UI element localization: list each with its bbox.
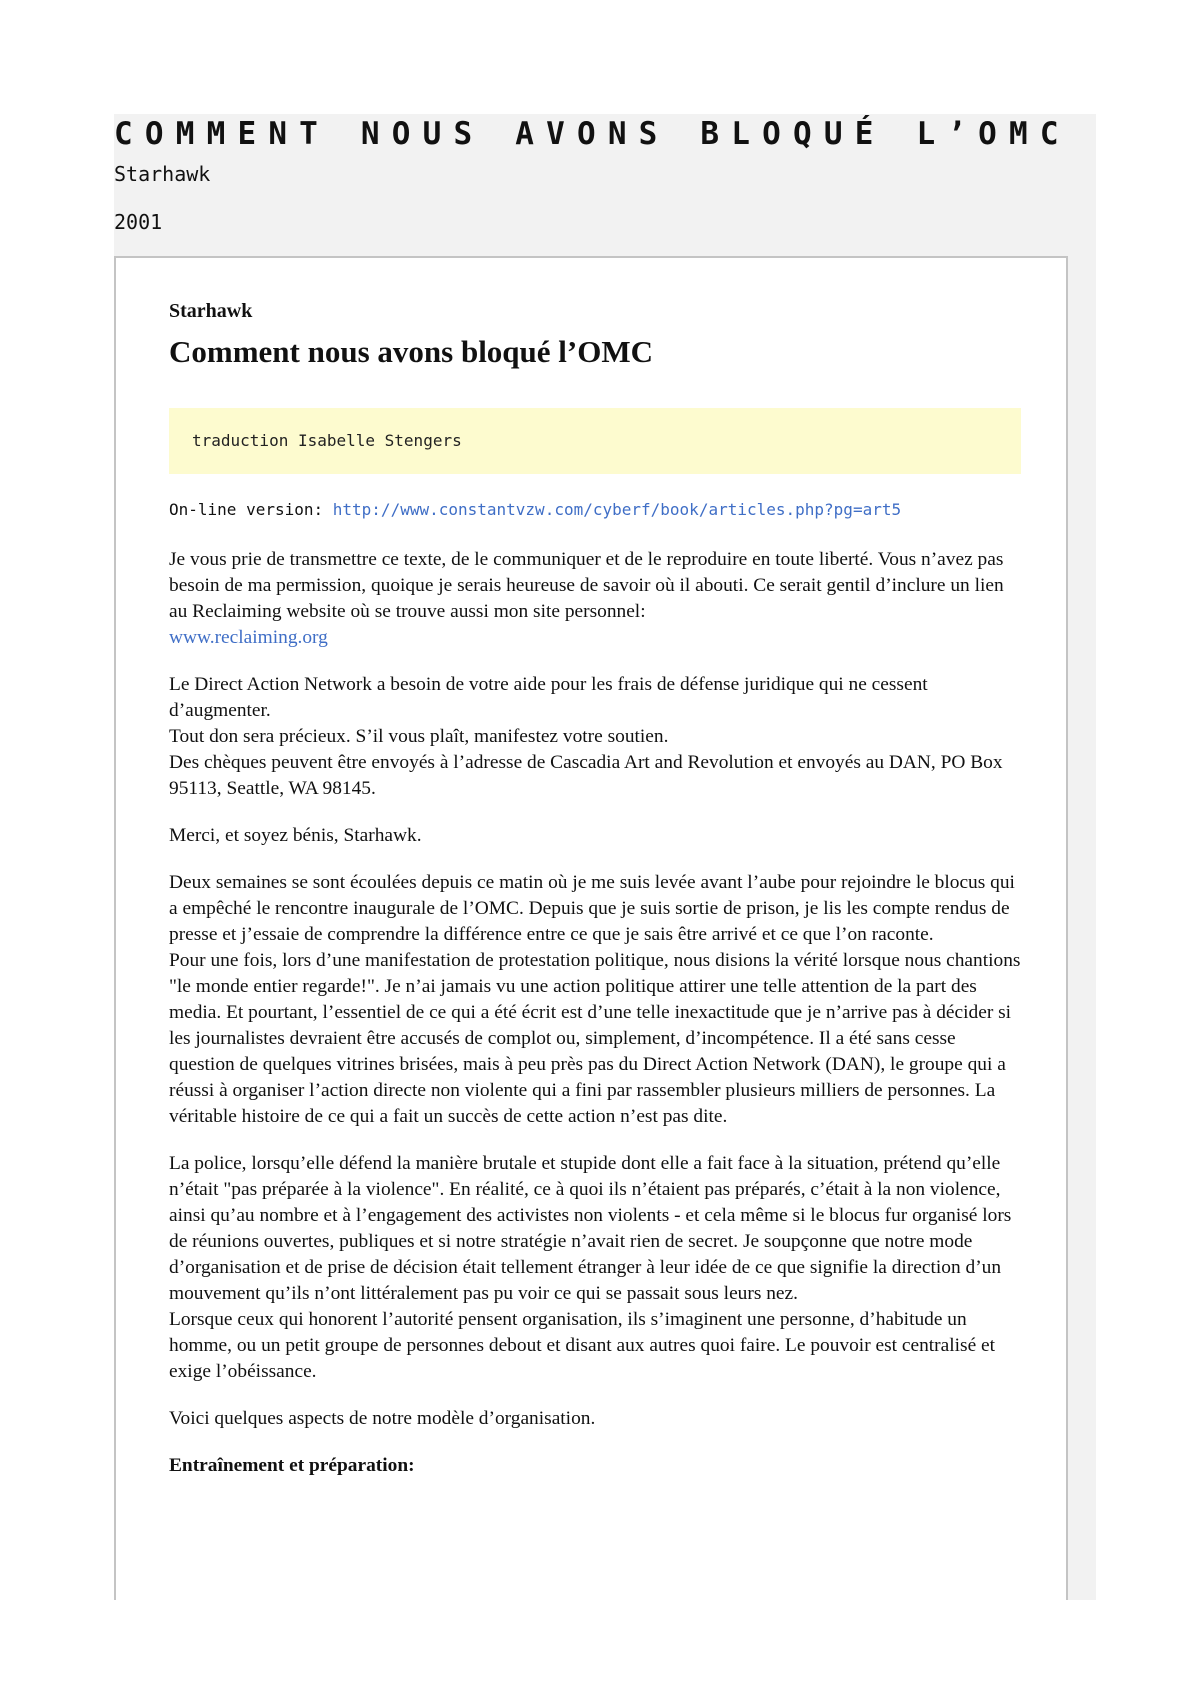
authority-paragraph: Lorsque ceux qui honorent l’autorité pensent organisation, ils s’imaginent une personne, d’habitude un homme, ou un petit groupe de personnes debout et disant aux autres quoi faire. Le pouvoir est centralisé et exige l’obéissance. bbox=[169, 1309, 996, 1382]
translation-credit: traduction Isabelle Stengers bbox=[169, 408, 1021, 474]
document-page bbox=[114, 114, 1096, 1600]
document-author: Starhawk bbox=[114, 162, 211, 186]
online-version bbox=[169, 497, 1021, 523]
article-author: Starhawk bbox=[169, 300, 253, 322]
intro-text: Je vous prie de transmettre ce texte, de le communiquer et de le reproduire en toute liberté. Vous n’avez pas besoin de ma permission, quoique je serais heureuse de savoir où il abouti. Ce serait gentil d’inclure un lien au Reclaiming website où se trouve aussi mon site personnel: bbox=[169, 549, 1004, 622]
dan-line: Tout don sera précieux. S’il vous plaît, manifestez votre soutien. bbox=[169, 726, 669, 747]
online-version-link[interactable]: http://www.constantvzw.com/cyberf/book/articles.php?pg=art5 bbox=[332, 500, 902, 519]
reclaiming-link[interactable]: www.reclaiming.org bbox=[169, 627, 328, 648]
once-paragraph: Pour une fois, lors d’une manifestation de protestation politique, nous disions la vérité lorsque nous chantions "le monde entier regarde!". Je n’ai jamais vu une action politique attirer une telle attention de la part des media. Et pourtant, l’essentiel de ce qui a été écrit est d’une telle inexactitude que je n’arrive pas à décider si les journalistes devraient être accusés de complot ou, simplement, d’incompétence. Il a été sans cesse question de quelques vitrines brisées, mais à peu près pas du Direct Action Network (DAN), le groupe qui a réussi à organiser l’action directe non violente qui a fini par rassembler plusieurs milliers de personnes. La véritable histoire de ce qui a fait un succès de cette action n’est pas dite. bbox=[169, 950, 1021, 1127]
document-title: COMMENT NOUS AVONS BLOQUÉ L’OMC bbox=[114, 116, 1071, 152]
dan-line: Le Direct Action Network a besoin de votre aide pour les frais de défense juridique qui ne cessent d’augmenter. bbox=[169, 674, 928, 721]
article-title: Comment nous avons bloqué l’OMC bbox=[169, 334, 653, 369]
model-paragraph: Voici quelques aspects de notre modèle d’organisation. bbox=[169, 1408, 596, 1429]
article-frame[interactable] bbox=[114, 256, 1068, 1600]
document-year: 2001 bbox=[114, 210, 163, 234]
section-heading-training: Entraînement et préparation: bbox=[169, 1455, 415, 1476]
thanks-paragraph: Merci, et soyez bénis, Starhawk. bbox=[169, 825, 422, 846]
intro-paragraph bbox=[169, 547, 1021, 651]
article-body bbox=[169, 298, 1021, 1479]
dan-paragraph bbox=[169, 672, 1021, 802]
weeks-paragraph: Deux semaines se sont écoulées depuis ce matin où je me suis levée avant l’aube pour rejoindre le blocus qui a empêché le rencontre inaugurale de l’OMC. Depuis que je suis sortie de prison, je lis les compte rendus de presse et j’essaie de comprendre la différence entre ce que je sais être arrivé et ce que l’on raconte. bbox=[169, 872, 1015, 945]
online-version-label: On-line version: bbox=[169, 500, 333, 519]
police-paragraph: La police, lorsqu’elle défend la manière brutale et stupide dont elle a fait face à la situation, prétend qu’elle n’était "pas préparée à la violence". En réalité, ce à quoi ils n’étaient pas préparés, c’était à la non violence, ainsi qu’au nombre et à l’engagement des activistes non violents - et cela même si le blocus fur organisé lors de réunions ouvertes, publiques et si notre stratégie n’avait rien de secret. Je soupçonne que notre mode d’organisation et de prise de décision était tellement étranger à leur idée de ce que signifie la direction d’un mouvement qu’ils n’ont littéralement pas pu voir ce qui se passait sous leurs nez. bbox=[169, 1153, 1012, 1304]
dan-line: Des chèques peuvent être envoyés à l’adresse de Cascadia Art and Revolution et envoyés au DAN, PO Box 95113, Seattle, WA 98145. bbox=[169, 752, 1003, 799]
